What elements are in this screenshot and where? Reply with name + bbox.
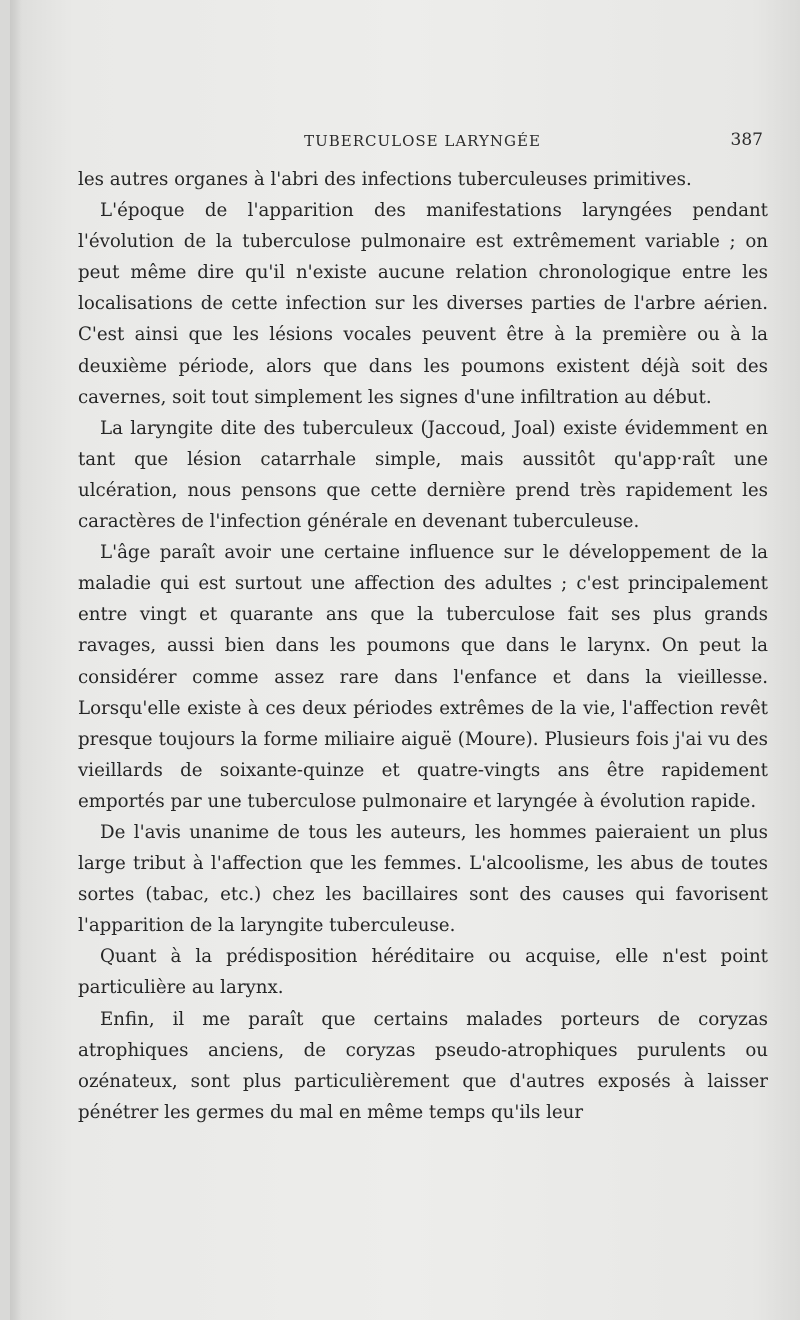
paragraph-sex-alcohol: De l'avis unanime de tous les auteurs, les hommes paieraient un plus large tribut à l'affection que les femmes. L'alcoolisme, les abus de toutes sortes (tabac, etc.) chez les bacillaires sont des causes qui favorisent l'apparition de la laryngite tuberculeuse. <box>78 821 768 937</box>
running-head: TUBERCULOSE LARYNGÉE <box>304 132 541 150</box>
page-number: 387 <box>730 130 763 150</box>
paragraph-predisposition: Quant à la prédisposition héréditaire ou acquise, elle n'est point particulière au larynx. <box>78 946 768 999</box>
page-header <box>80 128 765 156</box>
paragraph-continued: les autres organes à l'abri des infections tuberculeuses primitives. <box>78 169 692 190</box>
body-text <box>78 164 768 1128</box>
paragraph-age-influence: L'âge paraît avoir une certaine influence sur le développement de la maladie qui est surtout une affection des adultes ; c'est principalement entre vingt et quarante ans que la tuberculose fait ses plus grands ravages, aussi bien dans les poumons que dans le larynx. On peut la considérer comme assez rare dans l'enfance et dans la vieillesse. Lorsqu'elle existe à ces deux périodes extrêmes de la vie, l'affection revêt presque toujours la forme miliaire aiguë (Moure). Plusieurs fois j'ai vu des vieillards de soixante-quinze et quatre-vingts ans être rapidement emportés par une tuberculose pulmonaire et laryngée à évolution rapide. <box>78 542 768 812</box>
paragraph-onset-timing: L'époque de l'apparition des manifestations laryngées pendant l'évolution de la tuberculose pulmonaire est extrêmement variable ; on peut même dire qu'il n'existe aucune relation chronologique entre les localisations de cette infection sur les diverses parties de l'arbre aérien. C'est ainsi que les lésions vocales peuvent être à la première ou à la deuxième période, alors que dans les poumons existent déjà soit des cavernes, soit tout simplement les signes d'une infiltration au début. <box>78 200 768 408</box>
book-page <box>10 0 800 1320</box>
paragraph-coryza: Enfin, il me paraît que certains malades porteurs de coryzas atrophiques anciens, de coryzas pseudo-atrophiques purulents ou ozénateux, sont plus particulièrement que d'autres exposés à laisser pénétrer les germes du mal en même temps qu'ils leur <box>78 1008 768 1123</box>
paragraph-laryngitis: La laryngite dite des tuberculeux (Jaccoud, Joal) existe évidemment en tant que lésion catarrhale simple, mais aussitôt qu'app·raît une ulcération, nous pensons que cette dernière prend très rapidement les caractères de l'infection générale en devenant tuberculeuse. <box>78 417 768 533</box>
